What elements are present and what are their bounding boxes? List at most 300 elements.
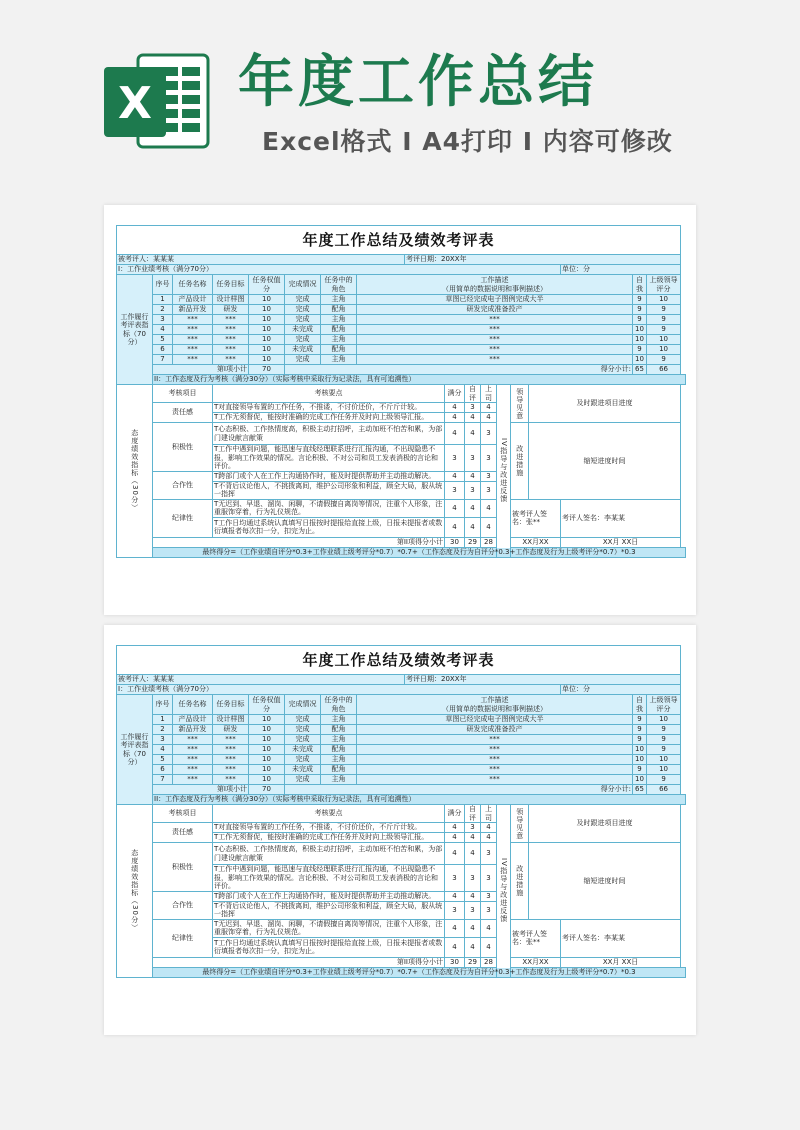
task-status: 完成 xyxy=(285,775,321,785)
section2-title: II：工作态度及行为考核（满分30分）（实际考核中采取行为记录法，具有可追溯性） xyxy=(153,795,686,805)
col-role: 任务中的角色 xyxy=(321,695,357,715)
self-score: 3 xyxy=(465,481,481,499)
task-self-score: 9 xyxy=(633,315,647,325)
table-row xyxy=(117,715,686,725)
sup-score: 3 xyxy=(481,891,497,901)
banner-title: 年度工作总结 xyxy=(238,50,598,115)
sup-score: 4 xyxy=(481,413,497,423)
eval-date-1: XX月XX xyxy=(511,537,561,547)
item-group: 纪律性 xyxy=(153,499,213,537)
task-self-score: 10 xyxy=(633,755,647,765)
self-score: 4 xyxy=(465,919,481,937)
table-row xyxy=(117,735,686,745)
s2-full-total: 30 xyxy=(445,957,465,967)
s2-sup-total: 28 xyxy=(481,537,497,547)
task-sup-score: 10 xyxy=(647,345,681,355)
self-score: 4 xyxy=(465,413,481,423)
task-status: 未完成 xyxy=(285,325,321,335)
full-score: 4 xyxy=(445,919,465,937)
task-role: 配角 xyxy=(321,325,357,335)
sup-score: 3 xyxy=(481,865,497,892)
self-score: 3 xyxy=(465,901,481,919)
task-seq: 1 xyxy=(153,715,173,725)
task-goal: 设计样图 xyxy=(213,715,249,725)
self-score: 4 xyxy=(465,937,481,957)
point-text: T对直接领导布置的工作任务，不推诿，不讨价还价，不斤斤计较。 xyxy=(213,823,445,833)
task-weight: 10 xyxy=(249,355,285,365)
task-role: 主角 xyxy=(321,715,357,725)
s1-subtotal-weight: 70 xyxy=(249,785,285,795)
task-seq: 5 xyxy=(153,755,173,765)
col-status: 完成情况 xyxy=(285,275,321,295)
sup-score: 3 xyxy=(481,481,497,499)
point-text: T工作无须督促，能按时准确的完成工作任务并及时向上级领导汇报。 xyxy=(213,833,445,843)
item-group: 责任感 xyxy=(153,403,213,423)
task-weight: 10 xyxy=(249,715,285,725)
self-score: 3 xyxy=(465,823,481,833)
evaluation-table xyxy=(116,225,686,558)
task-self-score: 9 xyxy=(633,725,647,735)
col-seq: 序号 xyxy=(153,695,173,715)
task-goal: *** xyxy=(213,355,249,365)
table-row xyxy=(117,919,686,937)
task-name: *** xyxy=(173,745,213,755)
task-description: *** xyxy=(357,765,633,775)
task-role: 主角 xyxy=(321,335,357,345)
full-score: 4 xyxy=(445,423,465,445)
task-role: 主角 xyxy=(321,755,357,765)
task-role: 主角 xyxy=(321,295,357,305)
task-status: 未完成 xyxy=(285,745,321,755)
sup-score: 4 xyxy=(481,833,497,843)
col-sup-score: 上级领导评分 xyxy=(647,275,681,295)
form-title: 年度工作总结及绩效考评表 xyxy=(117,226,681,255)
task-sup-score: 10 xyxy=(647,295,681,305)
eval-date-1: XX月XX xyxy=(511,957,561,967)
evaluation-form xyxy=(116,225,686,558)
s2-label: 态度绩效指标（30分） xyxy=(117,805,153,978)
s2-full-total: 30 xyxy=(445,537,465,547)
task-sup-score: 10 xyxy=(647,755,681,765)
task-name: *** xyxy=(173,325,213,335)
task-weight: 10 xyxy=(249,295,285,305)
s1-label: 工作履行考评表指标（70分） xyxy=(117,275,153,385)
s2-self-total: 29 xyxy=(465,537,481,547)
col-task-weight: 任务权值分 xyxy=(249,275,285,295)
task-status: 未完成 xyxy=(285,765,321,775)
col-sup: 上司 xyxy=(481,805,497,823)
task-name: *** xyxy=(173,735,213,745)
col-sup-score: 上级领导评分 xyxy=(647,695,681,715)
task-self-score: 10 xyxy=(633,335,647,345)
task-goal: *** xyxy=(213,765,249,775)
task-role: 主角 xyxy=(321,775,357,785)
evaluatee-sign: 被考评人签名：张** xyxy=(511,499,561,537)
full-score: 4 xyxy=(445,823,465,833)
task-goal: 研发 xyxy=(213,725,249,735)
s2-self-total: 29 xyxy=(465,957,481,967)
col-sup: 上司 xyxy=(481,385,497,403)
task-sup-score: 9 xyxy=(647,305,681,315)
col-points: 考核要点 xyxy=(213,385,445,403)
task-name: *** xyxy=(173,315,213,325)
task-description: *** xyxy=(357,325,633,335)
eval-date-field: 考评日期：20XX年 xyxy=(405,255,681,265)
sup-score: 3 xyxy=(481,445,497,472)
task-goal: 设计样图 xyxy=(213,295,249,305)
task-role: 配角 xyxy=(321,305,357,315)
full-score: 4 xyxy=(445,843,465,865)
section1-title: I：工作业绩考核（满分70分） xyxy=(117,265,561,275)
task-role: 配角 xyxy=(321,345,357,355)
self-score: 3 xyxy=(465,403,481,413)
col-seq: 序号 xyxy=(153,275,173,295)
task-weight: 10 xyxy=(249,755,285,765)
task-goal: *** xyxy=(213,345,249,355)
unit-label: 单位：分 xyxy=(561,685,681,695)
task-weight: 10 xyxy=(249,765,285,775)
task-status: 未完成 xyxy=(285,345,321,355)
task-weight: 10 xyxy=(249,775,285,785)
task-name: *** xyxy=(173,755,213,765)
sup-score: 4 xyxy=(481,499,497,517)
table-row xyxy=(117,295,686,305)
table-row xyxy=(117,765,686,775)
col-full: 满分 xyxy=(445,805,465,823)
task-description: 草图已经完成电子图例完成大半 xyxy=(357,295,633,305)
self-score: 4 xyxy=(465,833,481,843)
task-description: *** xyxy=(357,775,633,785)
final-score: 最终得分=（工作业绩自评分*0.3+工作业绩上级考评分*0.7）*0.7+（工作态度及行为自评分*0.3+工作态度及行为上级考评分*0.7）*0.3 xyxy=(153,967,686,977)
task-sup-score: 10 xyxy=(647,715,681,725)
task-status: 完成 xyxy=(285,725,321,735)
task-seq: 5 xyxy=(153,335,173,345)
col-task-name: 任务名称 xyxy=(173,275,213,295)
item-group: 纪律性 xyxy=(153,919,213,957)
eval-date-2: XX月 XX日 xyxy=(561,537,681,547)
task-goal: *** xyxy=(213,745,249,755)
svg-text:X: X xyxy=(118,78,152,129)
point-text: T工作无须督促，能按时准确的完成工作任务并及时向上级领导汇报。 xyxy=(213,413,445,423)
task-seq: 3 xyxy=(153,735,173,745)
table-row xyxy=(117,755,686,765)
improve-label: IV指导与改进反馈 xyxy=(497,385,511,558)
task-name: 产品设计 xyxy=(173,295,213,305)
point-text: T无迟到、早退、溜岗、闲聊，不请假擅自离岗等情况，注重个人形象，注重服饰穿着，行为礼仪规范。 xyxy=(213,919,445,937)
task-weight: 10 xyxy=(249,305,285,315)
section1-title: I：工作业绩考核（满分70分） xyxy=(117,685,561,695)
evaluator-sign: 考评人签名：李某某 xyxy=(561,919,681,957)
task-description: *** xyxy=(357,355,633,365)
point-text: T不背后议论他人，不挑拨离间，维护公司形象和利益，顾全大局，服从统一指挥 xyxy=(213,481,445,499)
task-name: *** xyxy=(173,335,213,345)
task-name: *** xyxy=(173,355,213,365)
self-score: 4 xyxy=(465,843,481,865)
col-task-weight: 任务权值分 xyxy=(249,695,285,715)
s1-self-total: 65 xyxy=(633,365,647,375)
col-status: 完成情况 xyxy=(285,695,321,715)
task-goal: *** xyxy=(213,735,249,745)
task-role: 主角 xyxy=(321,315,357,325)
col-description: 工作描述 （用简单的数据说明和事例描述） xyxy=(357,695,633,715)
task-status: 完成 xyxy=(285,355,321,365)
task-seq: 3 xyxy=(153,315,173,325)
banner-subtitle: Excel格式 I A4打印 I 内容可修改 xyxy=(262,127,673,156)
point-text: T跨部门或个人在工作上沟通协作时，能及时提供帮助并主动推动解决。 xyxy=(213,471,445,481)
task-status: 完成 xyxy=(285,305,321,315)
col-self: 自评 xyxy=(465,805,481,823)
eval-date-2: XX月 XX日 xyxy=(561,957,681,967)
task-role: 配角 xyxy=(321,745,357,755)
task-description: 草图已经完成电子图例完成大半 xyxy=(357,715,633,725)
task-description: *** xyxy=(357,735,633,745)
task-name: 产品设计 xyxy=(173,715,213,725)
table-row xyxy=(117,423,686,445)
task-self-score: 9 xyxy=(633,715,647,725)
point-text: T工作中遇到问题，能迅速与直线经理联系进行汇报沟通，不出现隐患不报，影响工作效果的情况。言论积极、不对公司和员工发表消极的言论和评价。 xyxy=(213,445,445,472)
task-seq: 7 xyxy=(153,775,173,785)
self-score: 3 xyxy=(465,445,481,472)
task-role: 配角 xyxy=(321,725,357,735)
evaluatee-field: 被考评人：某某某 xyxy=(117,255,405,265)
s2-subtotal-label: 第II项得分小计 xyxy=(153,537,445,547)
point-text: T工作日均通过系统认真填写日报按时提报给直接上级，日报未提报者或数衍填报者每次扣一分，扣完为止。 xyxy=(213,517,445,537)
sheet-preview-2 xyxy=(104,625,696,1035)
s1-self-total: 65 xyxy=(633,785,647,795)
improve-sub-label: 改进措施 xyxy=(511,423,529,500)
item-group: 责任感 xyxy=(153,823,213,843)
task-seq: 1 xyxy=(153,295,173,305)
task-description: 研发完成准备投产 xyxy=(357,305,633,315)
task-name: 新品开发 xyxy=(173,305,213,315)
sup-score: 3 xyxy=(481,423,497,445)
col-description: 工作描述 （用简单的数据说明和事例描述） xyxy=(357,275,633,295)
s2-label: 态度绩效指标（30分） xyxy=(117,385,153,558)
task-role: 主角 xyxy=(321,735,357,745)
task-self-score: 10 xyxy=(633,325,647,335)
sup-score: 3 xyxy=(481,471,497,481)
form-title: 年度工作总结及绩效考评表 xyxy=(117,646,681,675)
task-self-score: 10 xyxy=(633,745,647,755)
table-row xyxy=(117,775,686,785)
table-row xyxy=(117,745,686,755)
task-name: 新品开发 xyxy=(173,725,213,735)
task-status: 完成 xyxy=(285,735,321,745)
section2-title: II：工作态度及行为考核（满分30分）（实际考核中采取行为记录法，具有可追溯性） xyxy=(153,375,686,385)
s1-label: 工作履行考评表指标（70分） xyxy=(117,695,153,805)
task-seq: 7 xyxy=(153,355,173,365)
col-self-score: 自我 xyxy=(633,695,647,715)
full-score: 3 xyxy=(445,865,465,892)
full-score: 4 xyxy=(445,891,465,901)
sup-score: 4 xyxy=(481,937,497,957)
leader-opinion-label: 领导见意 xyxy=(511,805,529,843)
point-text: T心态积极、工作热情度高，积极主动打招呼，主动加班不怕苦和累，为部门建设献言献策 xyxy=(213,423,445,445)
task-self-score: 10 xyxy=(633,355,647,365)
task-sup-score: 9 xyxy=(647,745,681,755)
unit-label: 单位：分 xyxy=(561,265,681,275)
point-text: T工作日均通过系统认真填写日报按时提报给直接上级，日报未提报者或数衍填报者每次扣一分，扣完为止。 xyxy=(213,937,445,957)
task-description: *** xyxy=(357,315,633,325)
task-weight: 10 xyxy=(249,345,285,355)
col-self: 自评 xyxy=(465,385,481,403)
sup-score: 4 xyxy=(481,403,497,413)
leader-opinion-value: 及时跟进项目进度 xyxy=(529,805,681,843)
point-text: T工作中遇到问题，能迅速与直线经理联系进行汇报沟通，不出现隐患不报，影响工作效果的情况。言论积极、不对公司和员工发表消极的言论和评价。 xyxy=(213,865,445,892)
evaluation-form xyxy=(116,645,686,978)
task-description: *** xyxy=(357,755,633,765)
col-task-goal: 任务目标 xyxy=(213,275,249,295)
sup-score: 4 xyxy=(481,823,497,833)
table-row xyxy=(117,725,686,735)
task-role: 配角 xyxy=(321,765,357,775)
point-text: T跨部门或个人在工作上沟通协作时，能及时提供帮助并主动推动解决。 xyxy=(213,891,445,901)
task-description: *** xyxy=(357,345,633,355)
task-self-score: 10 xyxy=(633,775,647,785)
item-group: 积极性 xyxy=(153,843,213,892)
task-sup-score: 9 xyxy=(647,725,681,735)
leader-opinion-label: 领导见意 xyxy=(511,385,529,423)
full-score: 3 xyxy=(445,901,465,919)
task-sup-score: 9 xyxy=(647,355,681,365)
table-row xyxy=(117,335,686,345)
task-weight: 10 xyxy=(249,745,285,755)
task-sup-score: 9 xyxy=(647,315,681,325)
self-score: 4 xyxy=(465,471,481,481)
task-seq: 6 xyxy=(153,345,173,355)
s1-subtotal-label: 第I项小计 xyxy=(153,785,249,795)
self-score: 4 xyxy=(465,891,481,901)
point-text: T无迟到、早退、溜岗、闲聊，不请假擅自离岗等情况，注重个人形象，注重服饰穿着，行为礼仪规范。 xyxy=(213,499,445,517)
full-score: 4 xyxy=(445,833,465,843)
table-row xyxy=(117,355,686,365)
improve-sub-label: 改进措施 xyxy=(511,843,529,920)
col-role: 任务中的角色 xyxy=(321,275,357,295)
task-weight: 10 xyxy=(249,735,285,745)
task-name: *** xyxy=(173,345,213,355)
task-self-score: 9 xyxy=(633,295,647,305)
self-score: 4 xyxy=(465,423,481,445)
s2-sup-total: 28 xyxy=(481,957,497,967)
sup-score: 4 xyxy=(481,919,497,937)
task-description: 研发完成准备投产 xyxy=(357,725,633,735)
excel-logo-icon xyxy=(100,45,212,157)
full-score: 3 xyxy=(445,481,465,499)
final-score: 最终得分=（工作业绩自评分*0.3+工作业绩上级考评分*0.7）*0.7+（工作态度及行为自评分*0.3+工作态度及行为上级考评分*0.7）*0.3 xyxy=(153,547,686,557)
task-description: *** xyxy=(357,745,633,755)
evaluator-sign: 考评人签名：李某某 xyxy=(561,499,681,537)
improve-value: 缩短进度时间 xyxy=(529,423,681,500)
col-points: 考核要点 xyxy=(213,805,445,823)
task-goal: *** xyxy=(213,335,249,345)
task-self-score: 9 xyxy=(633,765,647,775)
full-score: 4 xyxy=(445,499,465,517)
s1-sup-total: 66 xyxy=(647,785,681,795)
task-description: *** xyxy=(357,335,633,345)
task-goal: *** xyxy=(213,325,249,335)
task-weight: 10 xyxy=(249,325,285,335)
task-seq: 2 xyxy=(153,725,173,735)
task-seq: 2 xyxy=(153,305,173,315)
table-row xyxy=(117,499,686,517)
task-self-score: 9 xyxy=(633,305,647,315)
point-text: T不背后议论他人，不挑拨离间，维护公司形象和利益，顾全大局，服从统一指挥 xyxy=(213,901,445,919)
task-seq: 6 xyxy=(153,765,173,775)
item-group: 合作性 xyxy=(153,891,213,919)
sup-score: 4 xyxy=(481,517,497,537)
improve-value: 缩短进度时间 xyxy=(529,843,681,920)
full-score: 4 xyxy=(445,937,465,957)
s1-subtotal-label: 第I项小计 xyxy=(153,365,249,375)
task-seq: 4 xyxy=(153,745,173,755)
task-goal: *** xyxy=(213,315,249,325)
evaluatee-field: 被考评人：某某某 xyxy=(117,675,405,685)
col-self-score: 自我 xyxy=(633,275,647,295)
self-score: 4 xyxy=(465,499,481,517)
task-status: 完成 xyxy=(285,715,321,725)
task-name: *** xyxy=(173,765,213,775)
full-score: 4 xyxy=(445,403,465,413)
task-status: 完成 xyxy=(285,315,321,325)
task-goal: *** xyxy=(213,775,249,785)
s1-score-label: 得分小计: xyxy=(285,785,633,795)
item-group: 合作性 xyxy=(153,471,213,499)
s2-subtotal-label: 第II项得分小计 xyxy=(153,957,445,967)
task-name: *** xyxy=(173,775,213,785)
item-group: 积极性 xyxy=(153,423,213,472)
task-role: 主角 xyxy=(321,355,357,365)
s1-subtotal-weight: 70 xyxy=(249,365,285,375)
full-score: 4 xyxy=(445,413,465,423)
banner xyxy=(0,0,800,185)
point-text: T对直接领导布置的工作任务，不推诿，不讨价还价，不斤斤计较。 xyxy=(213,403,445,413)
task-weight: 10 xyxy=(249,315,285,325)
task-self-score: 9 xyxy=(633,735,647,745)
col-item: 考核项目 xyxy=(153,805,213,823)
task-weight: 10 xyxy=(249,335,285,345)
task-sup-score: 9 xyxy=(647,735,681,745)
task-self-score: 9 xyxy=(633,345,647,355)
col-full: 满分 xyxy=(445,385,465,403)
task-goal: *** xyxy=(213,755,249,765)
sup-score: 3 xyxy=(481,843,497,865)
self-score: 3 xyxy=(465,865,481,892)
col-task-name: 任务名称 xyxy=(173,695,213,715)
task-sup-score: 9 xyxy=(647,325,681,335)
self-score: 4 xyxy=(465,517,481,537)
col-task-goal: 任务目标 xyxy=(213,695,249,715)
full-score: 3 xyxy=(445,445,465,472)
evaluatee-sign: 被考评人签名：张** xyxy=(511,919,561,957)
task-weight: 10 xyxy=(249,725,285,735)
task-seq: 4 xyxy=(153,325,173,335)
table-row xyxy=(117,345,686,355)
col-item: 考核项目 xyxy=(153,385,213,403)
task-sup-score: 10 xyxy=(647,765,681,775)
improve-label: IV指导与改进反馈 xyxy=(497,805,511,978)
sheet-preview-1 xyxy=(104,205,696,615)
task-status: 完成 xyxy=(285,295,321,305)
point-text: T心态积极、工作热情度高，积极主动打招呼，主动加班不怕苦和累，为部门建设献言献策 xyxy=(213,843,445,865)
leader-opinion-value: 及时跟进项目进度 xyxy=(529,385,681,423)
eval-date-field: 考评日期：20XX年 xyxy=(405,675,681,685)
s1-score-label: 得分小计: xyxy=(285,365,633,375)
table-row xyxy=(117,305,686,315)
full-score: 4 xyxy=(445,471,465,481)
full-score: 4 xyxy=(445,517,465,537)
task-sup-score: 10 xyxy=(647,335,681,345)
table-row xyxy=(117,325,686,335)
